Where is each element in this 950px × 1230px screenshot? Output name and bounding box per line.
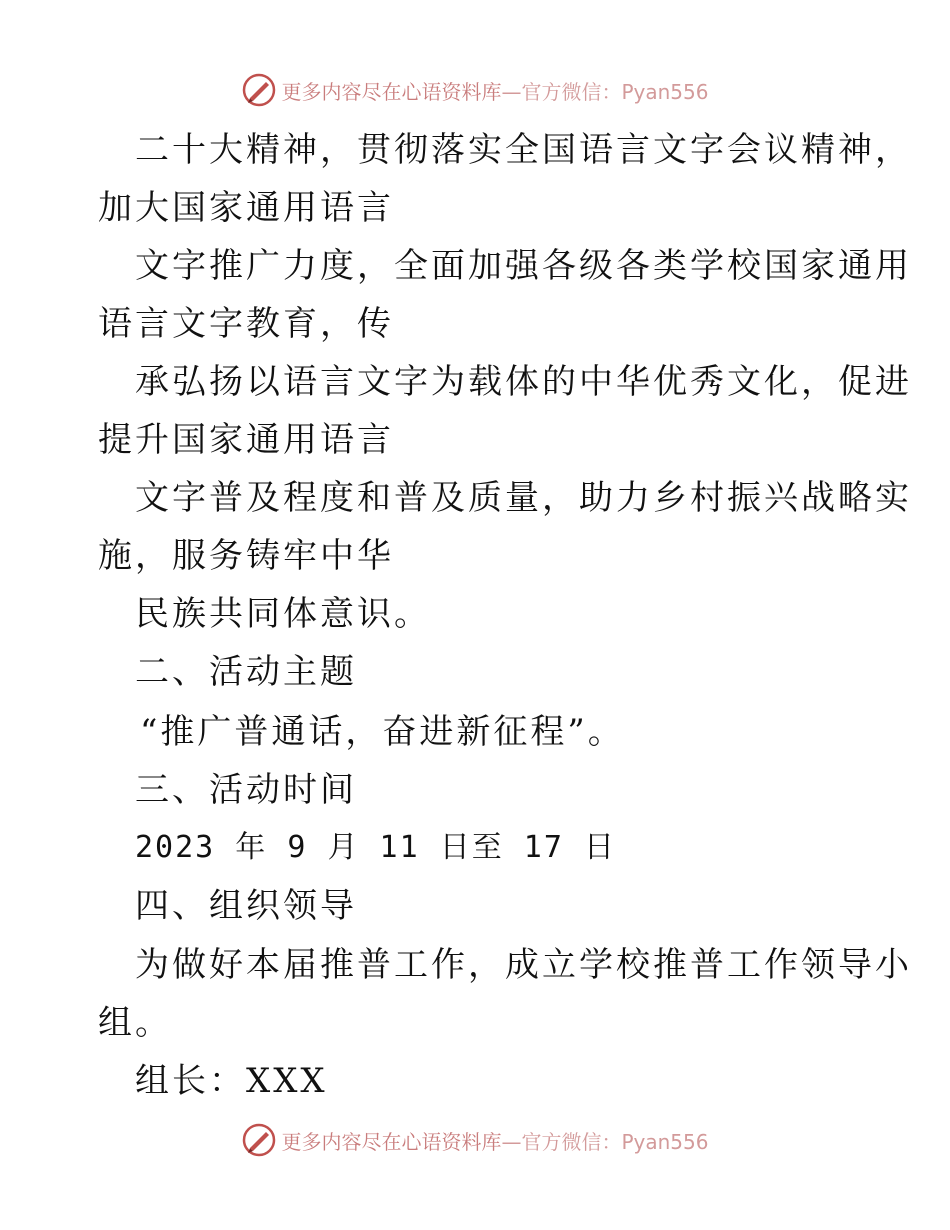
section-heading-theme: 二、活动主题	[135, 652, 357, 692]
section-heading-time: 三、活动时间	[135, 770, 357, 810]
watermark-separator: —	[501, 1129, 522, 1154]
pen-logo-icon	[241, 1122, 277, 1158]
paragraph-line: 提升国家通用语言	[98, 420, 394, 460]
paragraph-line: 组。	[98, 1003, 172, 1043]
section-heading-organization: 四、组织领导	[135, 886, 357, 926]
watermark-brand: 更多内容尽在心语资料库	[281, 79, 502, 104]
watermark-text	[281, 1126, 708, 1155]
footer-watermark	[0, 1120, 950, 1160]
header-watermark	[0, 70, 950, 110]
paragraph-line: 文字普及程度和普及质量，助力乡村振兴战略实	[135, 478, 912, 518]
watermark-separator: —	[501, 79, 522, 104]
paragraph-line: 为做好本届推普工作，成立学校推普工作领导小	[135, 945, 912, 985]
group-leader: 组长：XXX	[135, 1061, 328, 1101]
watermark-brand: 更多内容尽在心语资料库	[281, 1129, 502, 1154]
pen-logo-icon	[241, 72, 277, 108]
theme-slogan: “推广普通话，奋进新征程”。	[140, 712, 625, 752]
paragraph-line: 承弘扬以语言文字为载体的中华优秀文化，促进	[135, 362, 912, 402]
watermark-contact: 官方微信：Pyan556	[521, 79, 709, 104]
watermark-text	[281, 76, 708, 105]
paragraph-line: 文字推广力度，全面加强各级各类学校国家通用	[135, 246, 912, 286]
paragraph-line: 民族共同体意识。	[135, 594, 431, 634]
paragraph-line: 二十大精神，贯彻落实全国语言文字会议精神，	[135, 130, 912, 170]
paragraph-line: 加大国家通用语言	[98, 188, 394, 228]
paragraph-line: 语言文字教育，传	[98, 304, 394, 344]
paragraph-line: 施，服务铸牢中华	[98, 536, 394, 576]
activity-dates: 2023 年 9 月 11 日至 17 日	[135, 830, 616, 865]
watermark-contact: 官方微信：Pyan556	[521, 1129, 709, 1154]
